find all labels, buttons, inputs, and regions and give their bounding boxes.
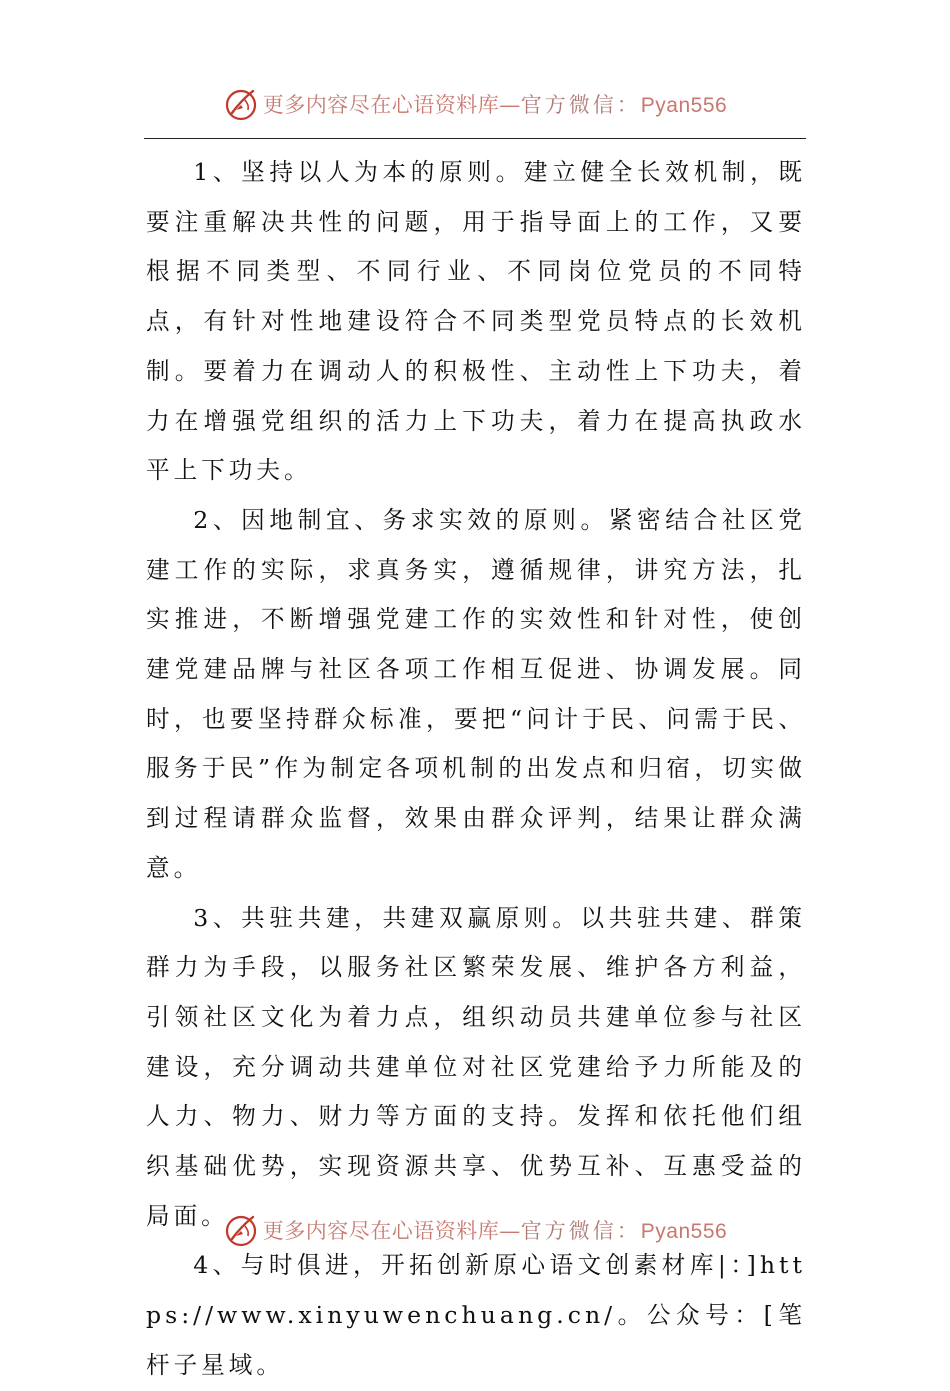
header-divider [144,138,806,139]
header-brand-text: 更多内容尽在心语资料库 [262,93,500,117]
header-watermark-text [263,89,727,119]
header-watermark-banner [0,84,950,124]
document-body [146,148,806,1391]
header-wechat-label: 官方微信： [520,93,641,117]
header-dash: — [499,93,521,117]
footer-watermark-banner [0,1210,950,1250]
footer-wechat-label: 官方微信： [520,1219,641,1243]
header-wechat-id: Pyan556 [640,94,728,117]
footer-watermark-text [263,1215,727,1245]
pen-logo-icon [223,1212,259,1248]
paragraph-principle-4: 4、与时俱进，开拓创新原心语文创素材库|：]https://www.xinyuwenchuang.cn/。公众号：[笔杆子星域。 [146,1251,806,1379]
pen-logo-icon [223,86,259,122]
footer-dash: — [499,1219,521,1243]
paragraph-principle-1: 1、坚持以人为本的原则。建立健全长效机制，既要注重解决共性的问题，用于指导面上的工作，又要根据不同类型、不同行业、不同岗位党员的不同特点，有针对性地建设符合不同类型党员特点的长效机制。要着力在调动人的积极性、主动性上下功夫，着力在增强党组织的活力上下功夫，着力在提高执政水平上下功夫。 [146,158,806,485]
footer-brand-text: 更多内容尽在心语资料库 [262,1219,500,1243]
footer-wechat-id: Pyan556 [640,1220,728,1243]
paragraph-principle-3: 3、共驻共建，共建双赢原则。以共驻共建、群策群力为手段，以服务社区繁荣发展、维护各方利益，引领社区文化为着力点，组织动员共建单位参与社区建设，充分调动共建单位对社区党建给予力所能及的人力、物力、财力等方面的支持。发挥和依托他们组织基础优势，实现资源共享、优势互补、互惠受益的局面。 [146,903,806,1230]
paragraph-principle-2: 2、因地制宜、务求实效的原则。紧密结合社区党建工作的实际，求真务实，遵循规律，讲究方法，扎实推进，不断增强党建工作的实效性和针对性，使创建党建品牌与社区各项工作相互促进、协调发展。同时，也要坚持群众标准，要把“问计于民、问需于民、服务于民”作为制定各项机制的出发点和归宿，切实做到过程请群众监督，效果由群众评判，结果让群众满意。 [146,505,806,882]
